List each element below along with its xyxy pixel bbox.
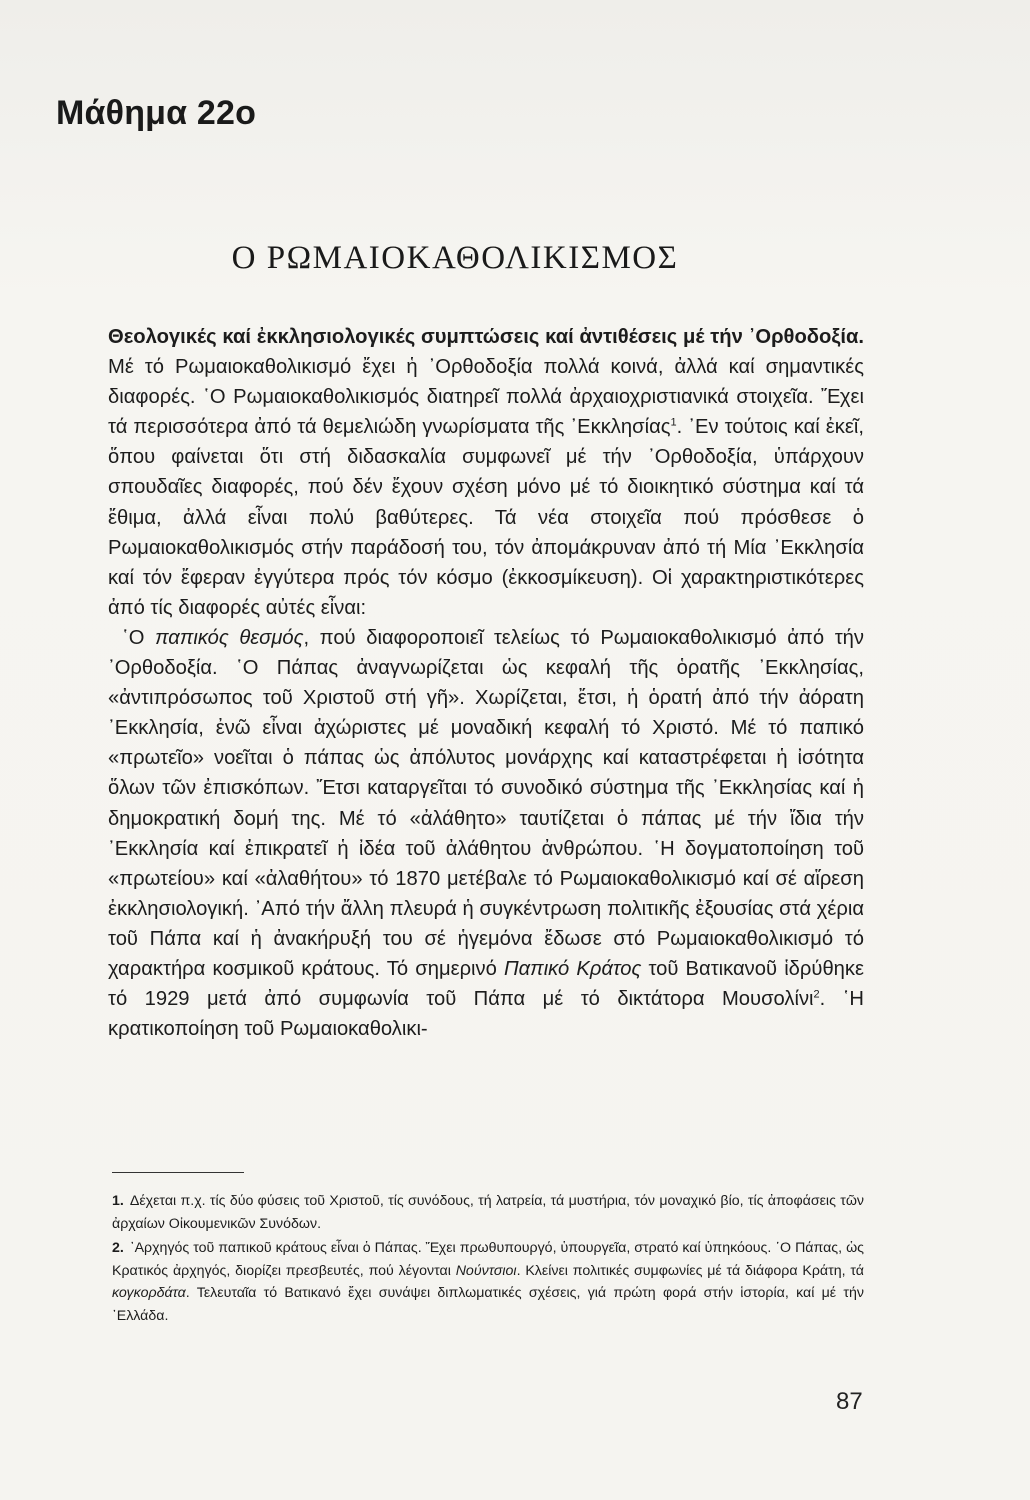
paragraph-1-lead: Θεολογικές καί ἐκκλησιολογικές συμπτώσεις καί ἀντιθέσεις μέ τήν ᾿Ορθοδοξία. (108, 326, 864, 348)
paragraph-2-text-b: , πού διαφοροποιεῖ τελείως τό Ρωμαιοκαθολικισμό ἀπό τήν ᾿Ορθοδοξία. ῾Ο Πάπας ἀναγνωρίζεται ὡς κεφαλή τῆς ὁρατῆς ᾿Εκκλησίας, «ἀντιπρόσωπος τοῦ Χριστοῦ στή γῆ». Χωρίζεται, ἔτσι, ἡ ὁρατή ἀπό τήν ἀόρατη ᾿Εκκλησία, ἐνῶ εἶναι ἀχώριστες μέ μοναδική κεφαλή τό Χριστό. Μέ τό παπικό «πρωτεῖο» νοεῖται ὁ πάπας ὡς ἀπόλυτος μονάρχης καί καταστρέφεται ἡ ἰσότητα ὅλων τῶν ἐπισκόπων. Ἔτσι καταργεῖται τό συνοδικό σύστημα τῆς ᾿Εκκλησίας καί ἡ δημοκρατική δομή της. Μέ τό «ἀλάθητο» ταυτίζεται ὁ πάπας μέ τήν ἴδια τήν ᾿Εκκλησία καί ἐπικρατεῖ ἡ ἰδέα τοῦ ἀλάθητου ἀνθρώπου. ῾Η δογματοποίηση τοῦ «πρωτείου» καί «ἀλαθήτου» τό 1870 μετέβαλε τό Ρωμαιοκαθολικισμό καί σέ αἵρεση ἐκκλησιολογική. ᾿Από τήν ἄλλη πλευρά ἡ συγκέντρωση πολιτικῆς ἐξουσίας στά χέρια τοῦ Πάπα καί ἡ ἀνακήρυξή του σέ ἡγεμόνα ἔδωσε στό Ρωμαιοκαθολικισμό τό χαρακτήρα κοσμικοῦ κράτους. Τό σημερινό (108, 626, 864, 980)
paragraph-2-text-c: τοῦ Βατικανοῦ ἱδρύθηκε τό 1929 μετά ἀπό συμφωνία τοῦ Πάπα μέ τό δικτάτορα Μουσολίνι (108, 957, 864, 1011)
footnote-2-italic-b: κογκορδάτα (112, 1285, 186, 1301)
footnote-1 (112, 1190, 864, 1235)
footnote-2-text-b: . Κλείνει πολιτικές συμφωνίες μέ τά διάφορα Κράτη, τά (516, 1262, 864, 1279)
footnote-1-number: 1. (112, 1193, 124, 1209)
footnotes (112, 1190, 864, 1329)
footnote-ref-2: 2 (813, 988, 820, 1001)
paragraph-1-text-b: . ᾿Εν τούτοις καί ἐκεῖ, ὅπου φαίνεται ὅτι στή διδασκαλία συμφωνεῖ μέ τήν ᾿Ορθοδοξία, ὑπάρχουν σπουδαῖες διαφορές, πού δέν ἔχουν σχέση μόνο μέ τό διοικητικό σύστημα καί τά ἔθιμα, ἀλλά εἶναι πολύ βαθύτερες. Τά νέα στοιχεῖα πού πρόσθεσε ὁ Ρωμαιοκαθολικισμός στήν παράδοσή του, τόν ἀπομάκρυναν ἀπό τή Μία ᾿Εκκλησία καί τόν ἔφεραν ἐγγύτερα πρός τόν κόσμο (ἐκκοσμίκευση). Οἱ χαρακτηριστικότερες ἀπό τίς διαφορές αὐτές εἶναι: (108, 416, 864, 619)
footnote-2-text-a: ᾿Αρχηγός τοῦ παπικοῦ κράτους εἶναι ὁ Πάπας. Ἔχει πρωθυπουργό, ὑπουργεῖα, στρατό καί ὑπηκόους. ῾Ο Πάπας, ὡς Κρατικός ἀρχηγός, διορίζει πρεσβευτές, πού λέγονται (112, 1240, 864, 1279)
paragraph-2-text-d: . ῾Η κρατικοποίηση τοῦ Ρωμαιοκαθολικι- (108, 988, 864, 1041)
paragraph-1-text-a: Μέ τό Ρωμαιοκαθολικισμό ἔχει ἡ ᾿Ορθοδοξία πολλά κοινά, ἀλλά καί σημαντικές διαφορές. ῾Ο Ρωμαιοκαθολικισμός διατηρεῖ πολλά ἀρχαιοχριστιανικά στοιχεῖα. Ἔχει τά περισσότερα ἀπό τά θεμελιώδη γνωρίσματα τῆς ᾿Εκκλησίας (108, 356, 864, 439)
page-number: 87 (836, 1388, 863, 1415)
chapter-title: Ο ΡΩΜΑΙΟΚΑΘΟΛΙΚΙΣΜΟΣ (231, 240, 679, 276)
footnote-ref-1: 1 (670, 416, 677, 429)
paragraph-2 (108, 623, 864, 1044)
paragraph-2-italic-a: παπικός θεσμός (155, 626, 304, 649)
paragraph-1 (108, 322, 864, 623)
paragraph-2-italic-b: Παπικό Κράτος (504, 957, 642, 980)
footnote-2-text-c: . Τελευταῖα τό Βατικανό ἔχει συνάψει διπλωματικές σχέσεις, γιά πρώτη φορά στήν ἱστορία, καί μέ τήν ᾿Ελλάδα. (112, 1285, 864, 1324)
footnote-2-italic-a: Νούντσιοι (455, 1262, 517, 1279)
footnote-divider (112, 1172, 244, 1173)
footnote-2-number: 2. (112, 1240, 124, 1256)
footnote-1-text: Δέχεται π.χ. τίς δύο φύσεις τοῦ Χριστοῦ, τίς συνόδους, τή λατρεία, τά μυστήρια, τόν μοναχικό βίο, τίς ἀποφάσεις τῶν ἀρχαίων Οἰκουμενικῶν Συνόδων. (112, 1193, 864, 1232)
lesson-title: Μάθημα 22ο (56, 94, 257, 132)
paragraph-2-text-a: ῾Ο (122, 626, 156, 649)
footnote-2 (112, 1237, 864, 1327)
body-text (108, 322, 864, 1044)
